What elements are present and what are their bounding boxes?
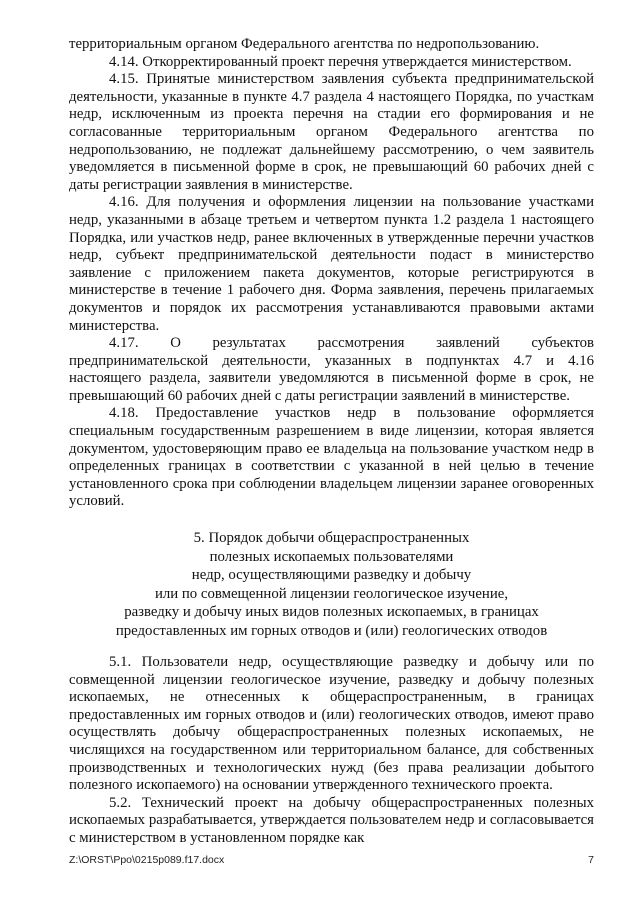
paragraph-4-17: 4.17. О результатах рассмотрения заявлений субъектов предпринимательской деятельности, указанных в подпунктах 4.7 и 4.16 настоящего раздела, заявители уведомляются в письменной форме в срок, не превышающий 60 рабочих дней с даты регистрации заявлений в министерстве.	[69, 335, 594, 404]
paragraph-4-16: 4.16. Для получения и оформления лицензии на пользование участками недр, указанными в абзаце третьем и четвертом пункта 1.2 раздела 1 настоящего Порядка, или участков недр, ранее включенных в утвержденные перечни участков недр, субъект предпринимательской деятельности подаст в министерство заявление с приложением пакета документов, которые регистрируются в министерстве в течение 1 рабочего дня. Форма заявления, перечень прилагаемых документов и порядок их рассмотрения устанавливаются правовыми актами министерства.	[69, 194, 594, 334]
section-5-heading	[69, 529, 594, 640]
heading-line: предоставленных им горных отводов и (или) геологических отводов	[115, 622, 548, 639]
page-footer	[69, 854, 594, 866]
paragraph-4-18: 4.18. Предоставление участков недр в пользование оформляется специальным государственным разрешением в виде лицензии, которая является документом, удостоверяющим право ее владельца на пользование участком недр в определенных границах в соответствии с указанной в ней целью в течение установленного срока при соблюдении владельцем лицензии заранее оговоренных условий.	[69, 405, 594, 510]
section-4-text	[69, 36, 594, 511]
heading-line: полезных ископаемых пользователями	[209, 548, 454, 565]
paragraph-5-2: 5.2. Технический проект на добычу общераспространенных полезных ископаемых разрабатывается, утверждается пользователем недр и согласовывается с министерством в установленном порядке как	[69, 794, 594, 846]
document-page	[69, 36, 594, 848]
paragraph-5-1: 5.1. Пользователи недр, осуществляющие разведку и добычу или по совмещенной лицензии геологическое изучение, разведку и добычу полезных ископаемых, не отнесенных к общераспространенным, в границах предоставленных им горных отводов и (или) геологических отводов, имеют право осуществлять добычу общераспространенных полезных ископаемых, не числящихся на государственном или территориальном балансе, для собственных производственных и технологических нужд (без права реализации добытого полезного ископаемого) на основании утвержденного технического проекта.	[69, 654, 594, 794]
paragraph: территориальным органом Федерального агентства по недропользованию.	[69, 36, 540, 52]
section-5-text	[69, 654, 594, 848]
paragraph-4-14: 4.14. Откорректированный проект перечня утверждается министерством.	[109, 53, 572, 70]
heading-line: разведку и добычу иных видов полезных ископаемых, в границах	[124, 604, 539, 621]
heading-line: или по совмещенной лицензии геологическое изучение,	[154, 585, 509, 602]
heading-line: недр, осуществляющими разведку и добычу	[191, 567, 472, 584]
heading-line: 5. Порядок добычи общераспространенных	[193, 530, 470, 547]
footer-file-path: Z:\ORST\Ppo\0215p089.f17.docx	[69, 854, 225, 866]
paragraph-4-15: 4.15. Принятые министерством заявления субъекта предпринимательской деятельности, указанные в пункте 4.7 раздела 4 настоящего Порядка, по участкам недр, исключенным из проекта перечня на стадии его формирования и не согласованные территориальным органом Федерального агентства по недропользованию, не подлежат дальнейшему рассмотрению, о чем заявитель уведомляется в письменной форме в срок, не превышающий 60 рабочих дней с даты регистрации заявления в министерстве.	[69, 71, 594, 193]
page-number: 7	[588, 854, 594, 866]
